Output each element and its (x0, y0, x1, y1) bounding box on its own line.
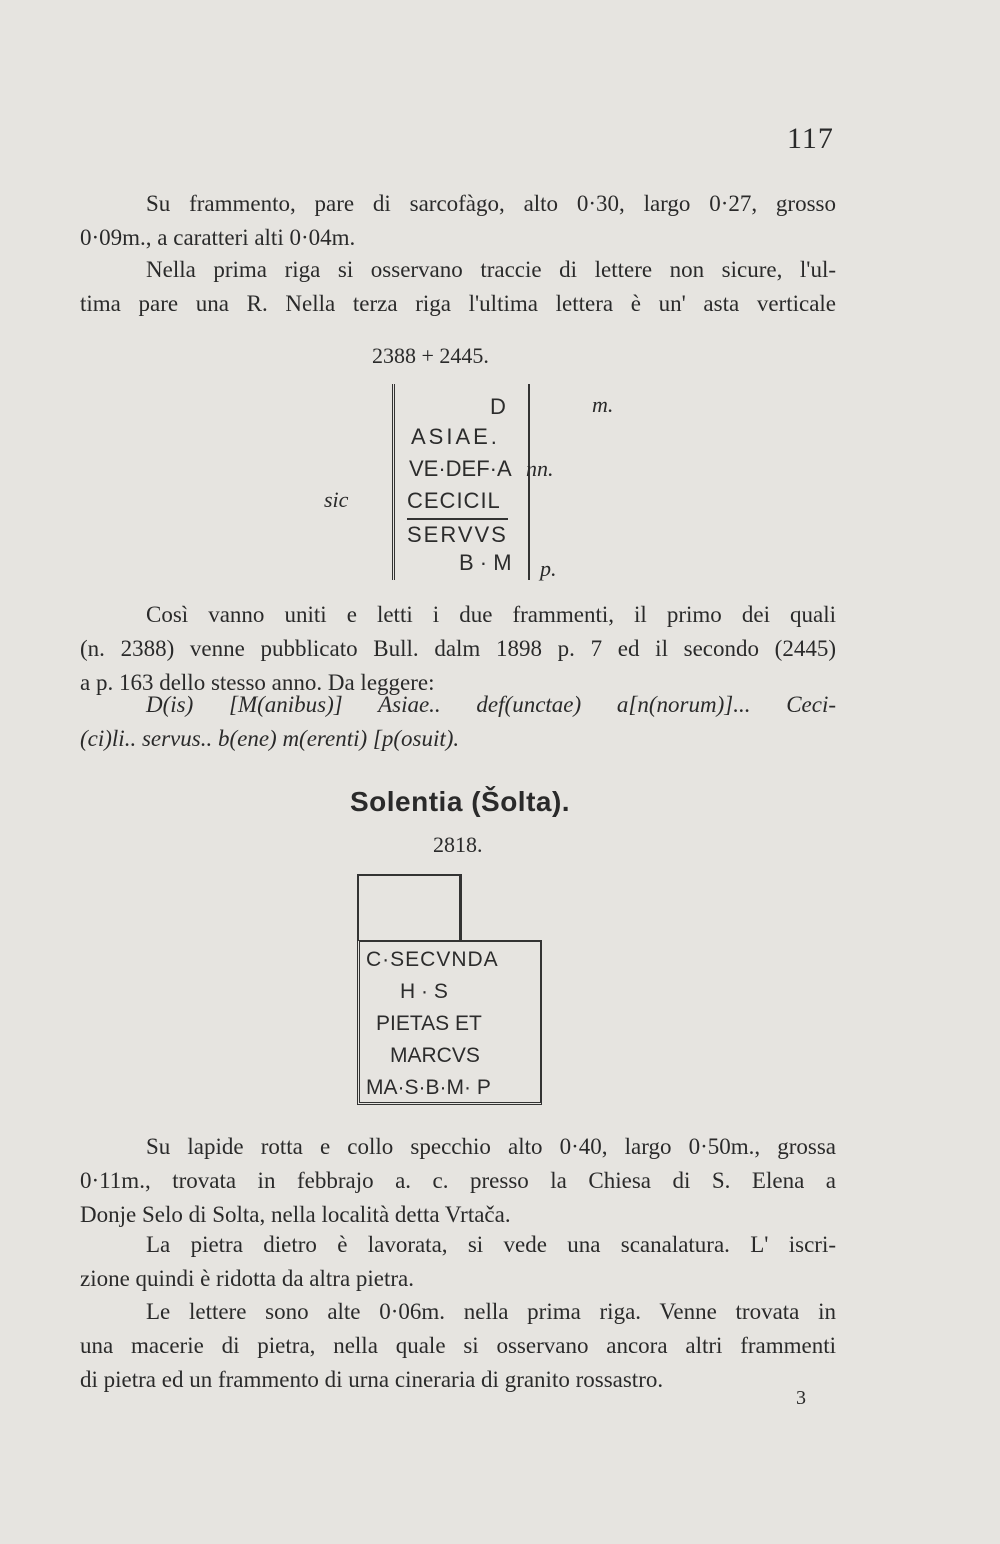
inscription-line: D (490, 394, 506, 419)
paragraph-1 (80, 187, 836, 255)
paragraph-3 (80, 598, 836, 700)
inscription-line: SERVVS (407, 518, 508, 548)
inscription-box-2 (357, 940, 542, 1105)
inscription-number-1: 2388 + 2445. (372, 343, 489, 368)
signature-mark: 3 (796, 1387, 806, 1409)
inscription-line: ASIAE. (411, 424, 500, 449)
text-line: (ci)li.. servus.. b(ene) m(erenti) [p(osuit). (80, 726, 460, 751)
text-line: Così vanno uniti e letti i due frammenti, il primo dei quali (146, 602, 836, 627)
text-line: di pietra ed un frammento di urna cineraria di granito rossastro. (80, 1367, 664, 1392)
inscription-line: VE·DEF·A (409, 456, 512, 481)
margin-note-sic: sic (324, 487, 349, 512)
inscription-line: PIETAS ET (376, 1012, 482, 1035)
inscription-line: MA·S·B·M· P (366, 1076, 491, 1099)
text-line: D(is) [M(anibus)] Asiae.. def(unctae) a[n(norum)]... Ceci- (146, 692, 836, 717)
inscription-line: B · M (459, 550, 512, 575)
broken-stone-top (357, 874, 462, 940)
margin-note-m: m. (592, 392, 614, 417)
page-number: 117 (787, 122, 834, 155)
text-line: tima pare una R. Nella terza riga l'ultima lettera è un' asta verticale (80, 291, 836, 316)
text-line: (n. 2388) venne pubblicato Bull. dalm 1898 p. 7 ed il secondo (2445) (80, 636, 836, 661)
inscription-box-1 (392, 384, 530, 580)
inscription-line: H · S (400, 980, 448, 1003)
reading-text (80, 688, 836, 756)
margin-note-nn: nn. (526, 456, 554, 481)
paragraph-2 (80, 253, 836, 321)
text-line: Su lapide rotta e collo specchio alto 0·40, largo 0·50m., grossa (146, 1134, 836, 1159)
text-line: una macerie di pietra, nella quale si osservano ancora altri frammenti (80, 1333, 836, 1358)
inscription-number-2: 2818. (433, 832, 483, 857)
section-heading: Solentia (Šolta). (350, 786, 571, 817)
margin-note-p: p. (540, 556, 557, 581)
text-line: a p. 163 dello stesso anno. Da leggere: (80, 670, 435, 695)
text-line: 0·11m., trovata in febbrajo a. c. presso la Chiesa di S. Elena a (80, 1168, 836, 1193)
paragraph-6 (80, 1295, 836, 1397)
inscription-line: CECICIL (407, 488, 501, 513)
paragraph-5 (80, 1228, 836, 1296)
text-line: Le lettere sono alte 0·06m. nella prima riga. Venne trovata in (146, 1299, 836, 1324)
inscription-line: MARCVS (390, 1044, 480, 1067)
text-line: zione quindi è ridotta da altra pietra. (80, 1266, 415, 1291)
text-line: Donje Selo di Solta, nella località detta Vrtača. (80, 1202, 511, 1227)
text-line: Nella prima riga si osservano traccie di lettere non sicure, l'ul- (146, 257, 836, 282)
text-line: Su frammento, pare di sarcofàgo, alto 0·30, largo 0·27, grosso (146, 191, 836, 216)
inscription-line: C·SECVNDA (366, 948, 499, 971)
paragraph-4 (80, 1130, 836, 1232)
text-line: 0·09m., a caratteri alti 0·04m. (80, 225, 356, 250)
text-line: La pietra dietro è lavorata, si vede una scanalatura. L' iscri- (146, 1232, 836, 1257)
